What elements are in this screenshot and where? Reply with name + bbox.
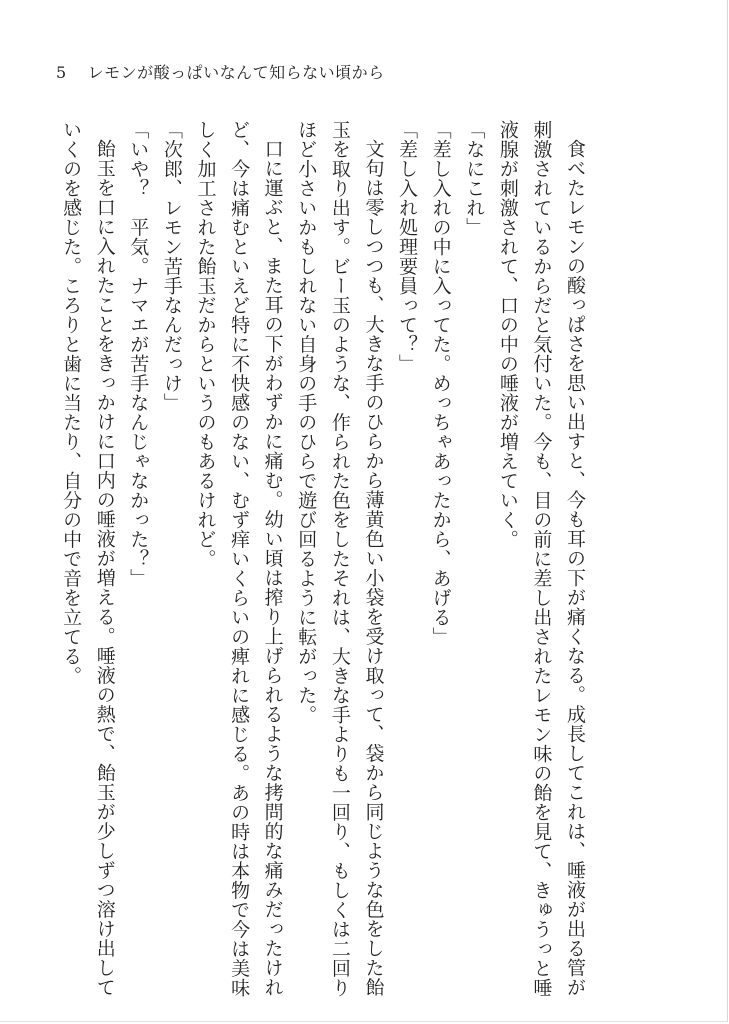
page-number: 5 (56, 63, 67, 82)
body-text (51, 120, 591, 1000)
chapter-title: レモンが酸っぱいなんて知らない頃から (87, 63, 385, 82)
paragraph-2: 文句は零しつつも、大きな手のひらから薄黄色い小袋を受け取って、袋から同じような色をした飴玉を取り出す。ビー玉のような、作られた色をしたそれは、大きな手よりも一回り、もしくは二回りほど小さいかもしれない自身の手のひらで遊び回るように転がった。 (295, 120, 385, 998)
dialogue-line-2: 「差し入れの中に入ってた。めっちゃあったから、あげる」 (429, 120, 452, 647)
paragraph-3: 口に運ぶと、また耳の下がわずかに痛む。幼い頃は搾り上げられるような拷問的な痛みだったけれど、今は痛むといえど特に不快感のない、むず痒いくらいの痺れに感じる。あの時は本物で今は美味しく加工された飴玉だからというのもあるけれど。 (194, 120, 284, 998)
dialogue-line-3: 「差し入れ処理要員って？」 (396, 120, 419, 374)
dialogue-line-5: 「いや？ 平気。ナマエが苦手なんじゃなかった？」 (127, 120, 150, 588)
dialogue-line-1: 「なにこれ」 (463, 120, 486, 237)
dialogue-line-4: 「次郎、レモン苦手なんだっけ」 (160, 120, 183, 413)
paragraph-1: 食べたレモンの酸っぱさを思い出すと、今も耳の下が痛くなる。成長してこれは、唾液が出る管が刺激されているからだと気付いた。今も、目の前に差し出されたレモン味の飴を見て、きゅうっと唾液腺が刺激されて、口の中の唾液が増えていく。 (496, 120, 586, 998)
paragraph-4: 飴玉を口に入れたことをきっかけに口内の唾液が増える。唾液の熱で、飴玉が少しずつ溶け出していくのを感じた。ころりと歯に当たり、自分の中で音を立てる。 (60, 120, 116, 997)
running-head (56, 62, 385, 84)
